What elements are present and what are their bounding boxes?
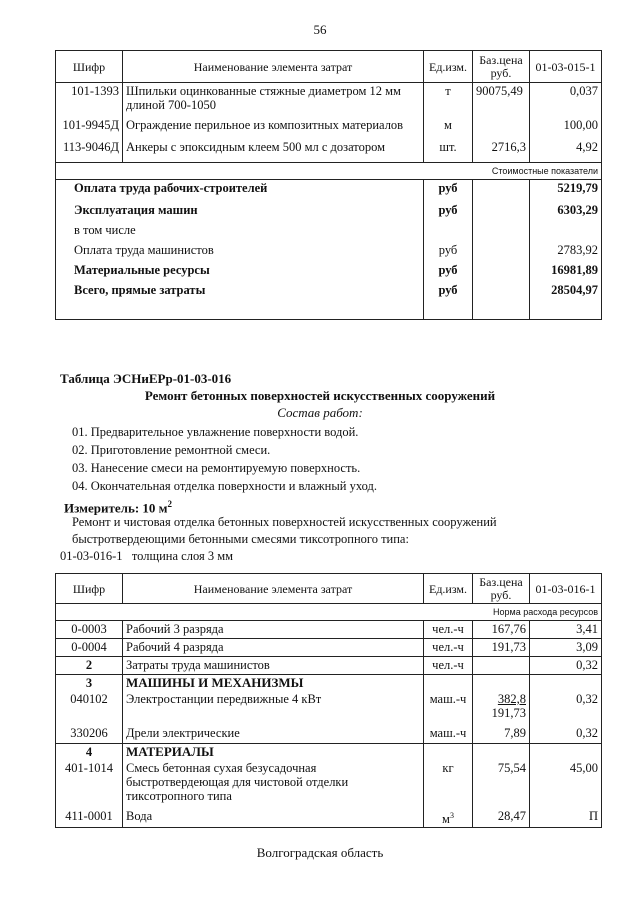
cost-row: Материальные ресурсы руб 16981,89: [56, 262, 602, 282]
cost-row: Всего, прямые затраты руб 28504,97: [56, 282, 602, 320]
table-row: 040102 Электростанции передвижные 4 кВт маш.-ч 382,8 191,73 0,32: [56, 691, 602, 725]
works-title: Состав работ:: [277, 405, 363, 420]
section-header-row: 4 МАТЕРИАЛЫ: [56, 743, 602, 760]
table-row: 101-9945Д Ограждение перильное из композитных материалов м 100,00: [56, 117, 602, 139]
table-row: 113-9046Д Анкеры с эпоксидным клеем 500 мл с дозатором шт. 2716,3 4,92: [56, 139, 602, 163]
cost-header: Стоимостные показатели: [56, 163, 602, 180]
cost-row: Эксплуатация машин руб 6303,29: [56, 202, 602, 222]
resource-table-015: [55, 50, 602, 320]
table-row: 330206 Дрели электрические маш.-ч 7,89 0,32: [56, 725, 602, 743]
description: Ремонт и чистовая отделка бетонных поверхностей искусственных сооружений: [72, 515, 497, 529]
work-item: 03. Нанесение смеси на ремонтируемую поверхность.: [72, 461, 361, 475]
footer-region: Волгоградская область: [256, 845, 384, 860]
cost-row: Оплата труда рабочих-строителей руб 5219,79: [56, 180, 602, 202]
norm-code-line: 01-03-016-1 толщина слоя 3 мм: [60, 549, 234, 563]
table-row: 411-0001 Вода $м^3$ 28,47 П: [56, 808, 602, 828]
table-label: Таблица ЭСНиЕРр-01-03-016: [60, 371, 232, 386]
col-price: Баз.цена руб.: [473, 51, 530, 83]
col-unit: Ед.изм.: [424, 51, 473, 83]
section-title: Ремонт бетонных поверхностей искусственных сооружений: [144, 388, 496, 403]
work-item: 04. Окончательная отделка поверхности и влажный уход.: [72, 479, 377, 493]
resource-table-016: Шифр Наименование элемента затрат Ед.изм. Баз.цена руб. 01-03-016-1 Норма расхода ресурсов 0-0003 Рабочий 3 разряда чел.-ч 167,76 3,41 0-0004 Рабочий 4 разряда чел.-ч 191,73 3,09 2 Затраты труда машинистов чел.-ч 0,32 3 МАШИНЫ И МЕХАНИЗМЫ 040102 Электростанции передвижные 4 кВт маш.-ч 382,8 191,73 0,32 330206 Дрели электрические маш.-ч 7,89 0,32 4 МАТЕРИАЛЫ 401-1014 Смесь бетонная сухая безусадочная быстротвердеющая для чистовой отделки тиксотропного типа кг 75,54 45,00 411-0001 Вода $м^3$ 28,47 П: [55, 573, 602, 828]
col-norm-code: 01-03-015-1: [530, 51, 602, 83]
table-row: 2 Затраты труда машинистов чел.-ч 0,32: [56, 657, 602, 675]
col-code: Шифр: [56, 51, 123, 83]
table-row: 0-0003 Рабочий 3 разряда чел.-ч 167,76 3,41: [56, 621, 602, 639]
table-row: 0-0004 Рабочий 4 разряда чел.-ч 191,73 3,09: [56, 639, 602, 657]
cost-row: в том числе: [56, 222, 602, 242]
description: быстротвердеющими бетонными смесями тиксотропного типа:: [72, 532, 409, 546]
section-header-row: 3 МАШИНЫ И МЕХАНИЗМЫ: [56, 675, 602, 692]
table-row: 101-1393 Шпильки оцинкованные стяжные диаметром 12 мм длиной 700-1050 т 90075,49 0,037: [56, 83, 602, 117]
page-number: 56: [313, 22, 327, 37]
meter: Измеритель: 10 $м^2$: [64, 499, 173, 516]
work-item: 01. Предварительное увлажнение поверхности водой.: [72, 425, 359, 439]
norm-header: Норма расхода ресурсов: [56, 604, 602, 621]
cost-row: Оплата труда машинистов руб 2783,92: [56, 242, 602, 262]
table-row: 401-1014 Смесь бетонная сухая безусадочная быстротвердеющая для чистовой отделки тиксотропного типа кг 75,54 45,00: [56, 760, 602, 808]
col-name: Наименование элемента затрат: [123, 51, 424, 83]
work-item: 02. Приготовление ремонтной смеси.: [72, 443, 271, 457]
